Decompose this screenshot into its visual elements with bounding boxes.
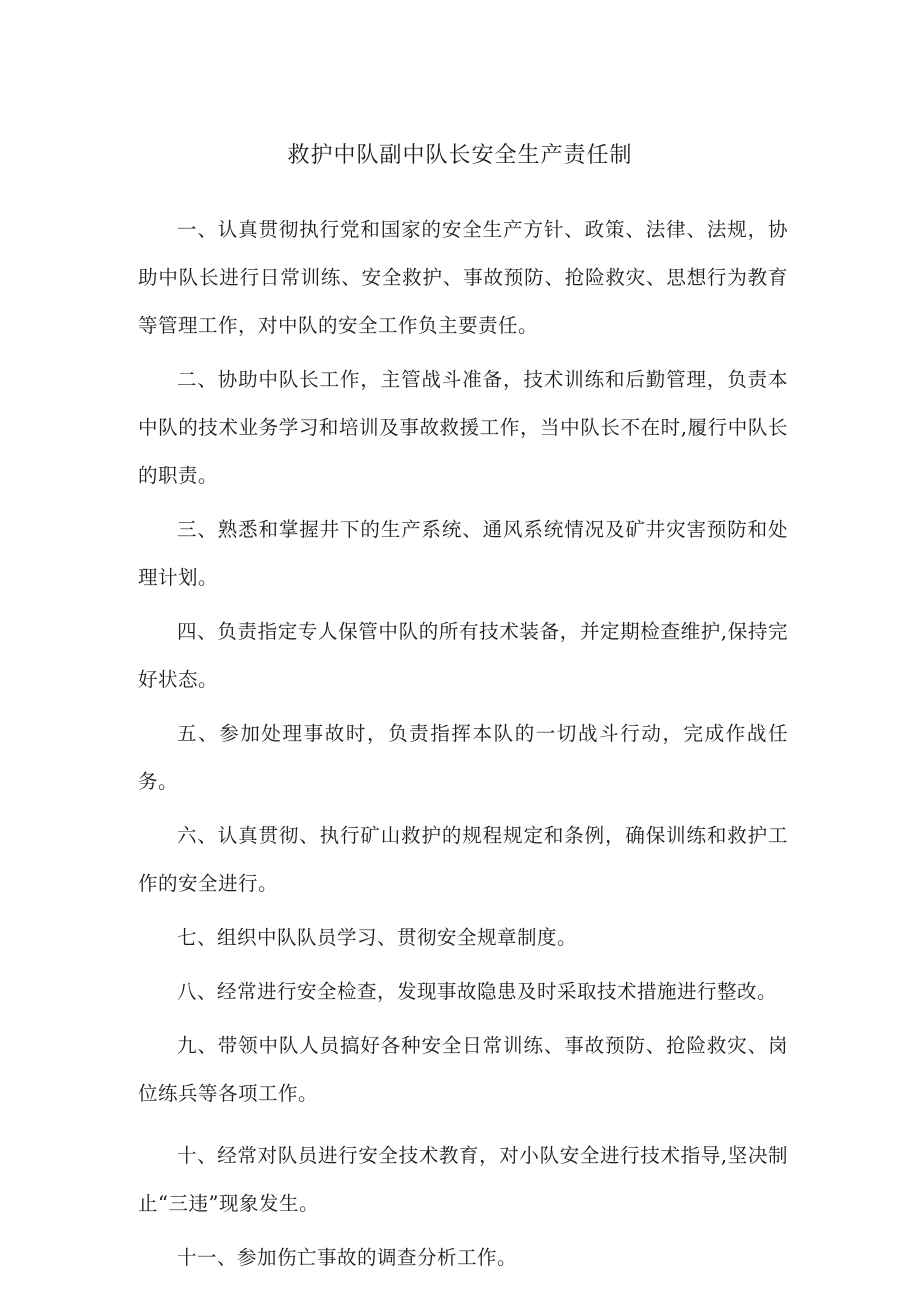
paragraph-4: 四、负责指定专人保管中队的所有技术装备，并定期检查维护,保持完好状态。: [138, 620, 788, 691]
paragraph-2: 二、协助中队长工作，主管战斗准备，技术训练和后勤管理，负责本中队的技术业务学习和培训及事故救援工作，当中队长不在时,履行中队长的职责。: [138, 368, 788, 487]
document-body: [138, 206, 788, 1288]
paragraph-9: 九、带领中队人员搞好各种安全日常训练、事故预防、抢险救灾、岗位练兵等各项工作。: [138, 1034, 788, 1105]
paragraph-8: 八、经常进行安全检查，发现事故隐患及时采取技术措施进行整改。: [177, 980, 778, 1003]
document-title: 救护中队副中队长安全生产责任制: [287, 143, 633, 168]
paragraph-11: 十一、参加伤亡事故的调查分析工作。: [177, 1246, 518, 1269]
paragraph-1: 一、认真贯彻执行党和国家的安全生产方针、政策、法律、法规，协助中队长进行日常训练、安全救护、事故预防、抢险救灾、思想行为教育等管理工作，对中队的安全工作负主要责任。: [138, 218, 788, 337]
paragraph-7: 七、组织中队队员学习、贯彻安全规章制度。: [177, 926, 578, 949]
paragraph-6: 六、认真贯彻、执行矿山救护的规程规定和条例，确保训练和救护工作的安全进行。: [138, 824, 788, 895]
paragraph-10: 十、经常对队员进行安全技术教育，对小队安全进行技术指导,坚决制止“三违”现象发生。: [138, 1144, 788, 1215]
paragraph-3: 三、熟悉和掌握井下的生产系统、通风系统情况及矿井灾害预防和处理计划。: [138, 518, 788, 589]
paragraph-5: 五、参加处理事故时，负责指挥本队的一切战斗行动，完成作战任务。: [138, 722, 788, 793]
